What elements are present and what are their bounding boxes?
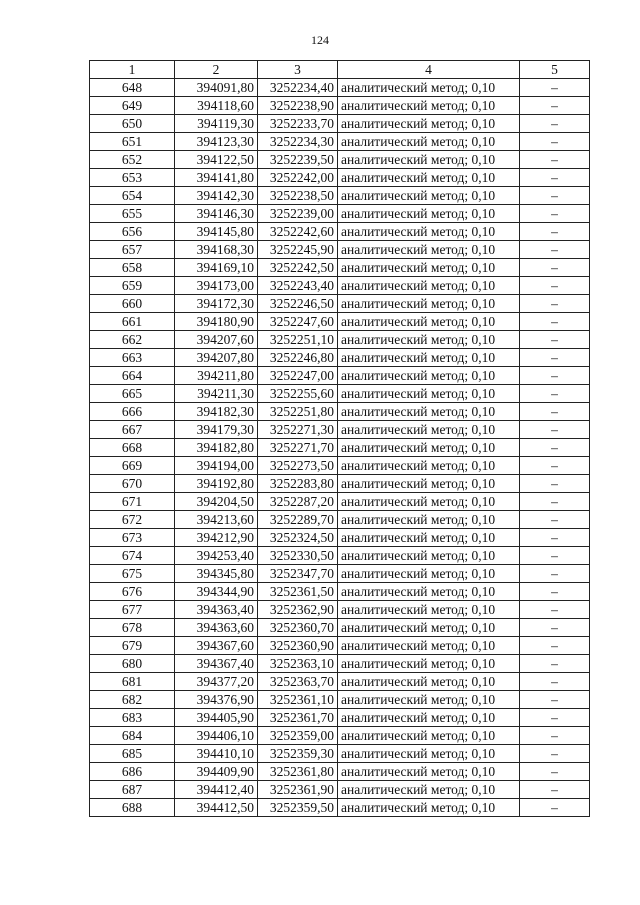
x-coordinate-cell: 394213,60 (175, 511, 258, 529)
x-coordinate-cell: 394253,40 (175, 547, 258, 565)
point-number-cell: 671 (90, 493, 175, 511)
header-col-4: 4 (338, 61, 520, 79)
y-coordinate-cell: 3252247,00 (258, 367, 338, 385)
method-accuracy-cell: аналитический метод; 0,10 (338, 439, 520, 457)
description-cell: – (520, 277, 590, 295)
description-cell: – (520, 79, 590, 97)
table-row (90, 133, 590, 151)
description-cell: – (520, 745, 590, 763)
method-accuracy-cell: аналитический метод; 0,10 (338, 79, 520, 97)
method-accuracy-cell: аналитический метод; 0,10 (338, 511, 520, 529)
table-row (90, 601, 590, 619)
table-row (90, 547, 590, 565)
page-number: 124 (311, 33, 329, 47)
y-coordinate-cell: 3252361,10 (258, 691, 338, 709)
x-coordinate-cell: 394412,40 (175, 781, 258, 799)
point-number-cell: 668 (90, 439, 175, 457)
point-number-cell: 648 (90, 79, 175, 97)
method-accuracy-cell: аналитический метод; 0,10 (338, 97, 520, 115)
x-coordinate-cell: 394405,90 (175, 709, 258, 727)
point-number-cell: 683 (90, 709, 175, 727)
point-number-cell: 670 (90, 475, 175, 493)
method-accuracy-cell: аналитический метод; 0,10 (338, 781, 520, 799)
x-coordinate-cell: 394211,80 (175, 367, 258, 385)
point-number-cell: 662 (90, 331, 175, 349)
point-number-cell: 678 (90, 619, 175, 637)
x-coordinate-cell: 394367,60 (175, 637, 258, 655)
header-col-3: 3 (258, 61, 338, 79)
table-header-row (90, 61, 590, 79)
method-accuracy-cell: аналитический метод; 0,10 (338, 583, 520, 601)
point-number-cell: 650 (90, 115, 175, 133)
x-coordinate-cell: 394211,30 (175, 385, 258, 403)
point-number-cell: 651 (90, 133, 175, 151)
description-cell: – (520, 781, 590, 799)
x-coordinate-cell: 394119,30 (175, 115, 258, 133)
x-coordinate-cell: 394412,50 (175, 799, 258, 817)
table-row (90, 619, 590, 637)
table-row (90, 313, 590, 331)
description-cell: – (520, 97, 590, 115)
table-body (90, 79, 590, 817)
point-number-cell: 681 (90, 673, 175, 691)
y-coordinate-cell: 3252247,60 (258, 313, 338, 331)
table-row (90, 565, 590, 583)
method-accuracy-cell: аналитический метод; 0,10 (338, 277, 520, 295)
method-accuracy-cell: аналитический метод; 0,10 (338, 763, 520, 781)
x-coordinate-cell: 394179,30 (175, 421, 258, 439)
method-accuracy-cell: аналитический метод; 0,10 (338, 619, 520, 637)
y-coordinate-cell: 3252242,00 (258, 169, 338, 187)
table-row (90, 277, 590, 295)
x-coordinate-cell: 394376,90 (175, 691, 258, 709)
table-row (90, 439, 590, 457)
method-accuracy-cell: аналитический метод; 0,10 (338, 241, 520, 259)
y-coordinate-cell: 3252347,70 (258, 565, 338, 583)
method-accuracy-cell: аналитический метод; 0,10 (338, 259, 520, 277)
y-coordinate-cell: 3252242,50 (258, 259, 338, 277)
table-row (90, 583, 590, 601)
x-coordinate-cell: 394377,20 (175, 673, 258, 691)
description-cell: – (520, 421, 590, 439)
y-coordinate-cell: 3252246,50 (258, 295, 338, 313)
y-coordinate-cell: 3252359,00 (258, 727, 338, 745)
x-coordinate-cell: 394410,10 (175, 745, 258, 763)
x-coordinate-cell: 394180,90 (175, 313, 258, 331)
description-cell: – (520, 169, 590, 187)
point-number-cell: 684 (90, 727, 175, 745)
x-coordinate-cell: 394409,90 (175, 763, 258, 781)
y-coordinate-cell: 3252242,60 (258, 223, 338, 241)
x-coordinate-cell: 394212,90 (175, 529, 258, 547)
description-cell: – (520, 691, 590, 709)
x-coordinate-cell: 394141,80 (175, 169, 258, 187)
point-number-cell: 680 (90, 655, 175, 673)
point-number-cell: 679 (90, 637, 175, 655)
point-number-cell: 661 (90, 313, 175, 331)
description-cell: – (520, 205, 590, 223)
method-accuracy-cell: аналитический метод; 0,10 (338, 493, 520, 511)
table-row (90, 115, 590, 133)
method-accuracy-cell: аналитический метод; 0,10 (338, 313, 520, 331)
x-coordinate-cell: 394182,80 (175, 439, 258, 457)
y-coordinate-cell: 3252243,40 (258, 277, 338, 295)
description-cell: – (520, 637, 590, 655)
description-cell: – (520, 367, 590, 385)
table-row (90, 295, 590, 313)
description-cell: – (520, 259, 590, 277)
method-accuracy-cell: аналитический метод; 0,10 (338, 547, 520, 565)
method-accuracy-cell: аналитический метод; 0,10 (338, 655, 520, 673)
description-cell: – (520, 151, 590, 169)
y-coordinate-cell: 3252238,90 (258, 97, 338, 115)
y-coordinate-cell: 3252361,70 (258, 709, 338, 727)
table-row (90, 403, 590, 421)
description-cell: – (520, 115, 590, 133)
y-coordinate-cell: 3252255,60 (258, 385, 338, 403)
x-coordinate-cell: 394172,30 (175, 295, 258, 313)
description-cell: – (520, 349, 590, 367)
header-col-2: 2 (175, 61, 258, 79)
method-accuracy-cell: аналитический метод; 0,10 (338, 133, 520, 151)
description-cell: – (520, 565, 590, 583)
y-coordinate-cell: 3252233,70 (258, 115, 338, 133)
table-row (90, 79, 590, 97)
method-accuracy-cell: аналитический метод; 0,10 (338, 673, 520, 691)
method-accuracy-cell: аналитический метод; 0,10 (338, 295, 520, 313)
y-coordinate-cell: 3252361,80 (258, 763, 338, 781)
point-number-cell: 652 (90, 151, 175, 169)
y-coordinate-cell: 3252287,20 (258, 493, 338, 511)
y-coordinate-cell: 3252239,50 (258, 151, 338, 169)
y-coordinate-cell: 3252363,10 (258, 655, 338, 673)
description-cell: – (520, 403, 590, 421)
y-coordinate-cell: 3252359,50 (258, 799, 338, 817)
point-number-cell: 688 (90, 799, 175, 817)
x-coordinate-cell: 394173,00 (175, 277, 258, 295)
table-row (90, 457, 590, 475)
table-row (90, 169, 590, 187)
method-accuracy-cell: аналитический метод; 0,10 (338, 691, 520, 709)
table-row (90, 709, 590, 727)
x-coordinate-cell: 394142,30 (175, 187, 258, 205)
table-row (90, 241, 590, 259)
header-col-1: 1 (90, 61, 175, 79)
table-row (90, 223, 590, 241)
description-cell: – (520, 655, 590, 673)
x-coordinate-cell: 394207,60 (175, 331, 258, 349)
y-coordinate-cell: 3252363,70 (258, 673, 338, 691)
x-coordinate-cell: 394169,10 (175, 259, 258, 277)
table-row (90, 655, 590, 673)
point-number-cell: 664 (90, 367, 175, 385)
table-row (90, 385, 590, 403)
point-number-cell: 673 (90, 529, 175, 547)
method-accuracy-cell: аналитический метод; 0,10 (338, 151, 520, 169)
point-number-cell: 674 (90, 547, 175, 565)
description-cell: – (520, 295, 590, 313)
method-accuracy-cell: аналитический метод; 0,10 (338, 403, 520, 421)
point-number-cell: 658 (90, 259, 175, 277)
x-coordinate-cell: 394091,80 (175, 79, 258, 97)
y-coordinate-cell: 3252360,90 (258, 637, 338, 655)
x-coordinate-cell: 394168,30 (175, 241, 258, 259)
table-row (90, 637, 590, 655)
description-cell: – (520, 763, 590, 781)
point-number-cell: 686 (90, 763, 175, 781)
table-row (90, 367, 590, 385)
x-coordinate-cell: 394118,60 (175, 97, 258, 115)
y-coordinate-cell: 3252234,30 (258, 133, 338, 151)
point-number-cell: 653 (90, 169, 175, 187)
point-number-cell: 672 (90, 511, 175, 529)
method-accuracy-cell: аналитический метод; 0,10 (338, 367, 520, 385)
point-number-cell: 655 (90, 205, 175, 223)
table-row (90, 97, 590, 115)
description-cell: – (520, 583, 590, 601)
point-number-cell: 656 (90, 223, 175, 241)
x-coordinate-cell: 394192,80 (175, 475, 258, 493)
description-cell: – (520, 511, 590, 529)
table-row (90, 187, 590, 205)
table-row (90, 421, 590, 439)
table-row (90, 493, 590, 511)
y-coordinate-cell: 3252271,70 (258, 439, 338, 457)
y-coordinate-cell: 3252361,50 (258, 583, 338, 601)
x-coordinate-cell: 394194,00 (175, 457, 258, 475)
x-coordinate-cell: 394123,30 (175, 133, 258, 151)
y-coordinate-cell: 3252273,50 (258, 457, 338, 475)
description-cell: – (520, 331, 590, 349)
point-number-cell: 663 (90, 349, 175, 367)
table-row (90, 205, 590, 223)
point-number-cell: 654 (90, 187, 175, 205)
y-coordinate-cell: 3252239,00 (258, 205, 338, 223)
point-number-cell: 669 (90, 457, 175, 475)
method-accuracy-cell: аналитический метод; 0,10 (338, 223, 520, 241)
method-accuracy-cell: аналитический метод; 0,10 (338, 709, 520, 727)
point-number-cell: 676 (90, 583, 175, 601)
coordinates-table (89, 60, 590, 817)
description-cell: – (520, 709, 590, 727)
point-number-cell: 660 (90, 295, 175, 313)
x-coordinate-cell: 394406,10 (175, 727, 258, 745)
x-coordinate-cell: 394207,80 (175, 349, 258, 367)
description-cell: – (520, 187, 590, 205)
description-cell: – (520, 601, 590, 619)
method-accuracy-cell: аналитический метод; 0,10 (338, 475, 520, 493)
x-coordinate-cell: 394146,30 (175, 205, 258, 223)
y-coordinate-cell: 3252238,50 (258, 187, 338, 205)
table-row (90, 799, 590, 817)
table-row (90, 763, 590, 781)
table-row (90, 745, 590, 763)
point-number-cell: 677 (90, 601, 175, 619)
method-accuracy-cell: аналитический метод; 0,10 (338, 421, 520, 439)
method-accuracy-cell: аналитический метод; 0,10 (338, 205, 520, 223)
point-number-cell: 667 (90, 421, 175, 439)
x-coordinate-cell: 394145,80 (175, 223, 258, 241)
table-row (90, 259, 590, 277)
y-coordinate-cell: 3252362,90 (258, 601, 338, 619)
method-accuracy-cell: аналитический метод; 0,10 (338, 349, 520, 367)
point-number-cell: 659 (90, 277, 175, 295)
description-cell: – (520, 133, 590, 151)
method-accuracy-cell: аналитический метод; 0,10 (338, 799, 520, 817)
table-row (90, 529, 590, 547)
point-number-cell: 687 (90, 781, 175, 799)
point-number-cell: 665 (90, 385, 175, 403)
description-cell: – (520, 385, 590, 403)
description-cell: – (520, 799, 590, 817)
description-cell: – (520, 475, 590, 493)
table-row (90, 511, 590, 529)
point-number-cell: 685 (90, 745, 175, 763)
method-accuracy-cell: аналитический метод; 0,10 (338, 727, 520, 745)
y-coordinate-cell: 3252234,40 (258, 79, 338, 97)
table-row (90, 475, 590, 493)
y-coordinate-cell: 3252283,80 (258, 475, 338, 493)
table-row (90, 349, 590, 367)
description-cell: – (520, 727, 590, 745)
description-cell: – (520, 673, 590, 691)
y-coordinate-cell: 3252245,90 (258, 241, 338, 259)
method-accuracy-cell: аналитический метод; 0,10 (338, 187, 520, 205)
point-number-cell: 649 (90, 97, 175, 115)
table-row (90, 691, 590, 709)
x-coordinate-cell: 394345,80 (175, 565, 258, 583)
y-coordinate-cell: 3252330,50 (258, 547, 338, 565)
x-coordinate-cell: 394122,50 (175, 151, 258, 169)
x-coordinate-cell: 394367,40 (175, 655, 258, 673)
y-coordinate-cell: 3252324,50 (258, 529, 338, 547)
y-coordinate-cell: 3252361,90 (258, 781, 338, 799)
y-coordinate-cell: 3252246,80 (258, 349, 338, 367)
description-cell: – (520, 547, 590, 565)
point-number-cell: 657 (90, 241, 175, 259)
x-coordinate-cell: 394363,40 (175, 601, 258, 619)
y-coordinate-cell: 3252359,30 (258, 745, 338, 763)
table-row (90, 727, 590, 745)
method-accuracy-cell: аналитический метод; 0,10 (338, 331, 520, 349)
x-coordinate-cell: 394344,90 (175, 583, 258, 601)
x-coordinate-cell: 394363,60 (175, 619, 258, 637)
point-number-cell: 675 (90, 565, 175, 583)
description-cell: – (520, 223, 590, 241)
description-cell: – (520, 619, 590, 637)
method-accuracy-cell: аналитический метод; 0,10 (338, 385, 520, 403)
method-accuracy-cell: аналитический метод; 0,10 (338, 169, 520, 187)
y-coordinate-cell: 3252271,30 (258, 421, 338, 439)
x-coordinate-cell: 394204,50 (175, 493, 258, 511)
description-cell: – (520, 313, 590, 331)
method-accuracy-cell: аналитический метод; 0,10 (338, 637, 520, 655)
y-coordinate-cell: 3252251,10 (258, 331, 338, 349)
header-col-5: 5 (520, 61, 590, 79)
y-coordinate-cell: 3252360,70 (258, 619, 338, 637)
y-coordinate-cell: 3252251,80 (258, 403, 338, 421)
x-coordinate-cell: 394182,30 (175, 403, 258, 421)
description-cell: – (520, 457, 590, 475)
description-cell: – (520, 529, 590, 547)
table-row (90, 331, 590, 349)
method-accuracy-cell: аналитический метод; 0,10 (338, 601, 520, 619)
method-accuracy-cell: аналитический метод; 0,10 (338, 529, 520, 547)
table-row (90, 151, 590, 169)
method-accuracy-cell: аналитический метод; 0,10 (338, 565, 520, 583)
method-accuracy-cell: аналитический метод; 0,10 (338, 745, 520, 763)
table-row (90, 673, 590, 691)
point-number-cell: 666 (90, 403, 175, 421)
method-accuracy-cell: аналитический метод; 0,10 (338, 457, 520, 475)
point-number-cell: 682 (90, 691, 175, 709)
table-row (90, 781, 590, 799)
description-cell: – (520, 241, 590, 259)
method-accuracy-cell: аналитический метод; 0,10 (338, 115, 520, 133)
description-cell: – (520, 439, 590, 457)
y-coordinate-cell: 3252289,70 (258, 511, 338, 529)
description-cell: – (520, 493, 590, 511)
